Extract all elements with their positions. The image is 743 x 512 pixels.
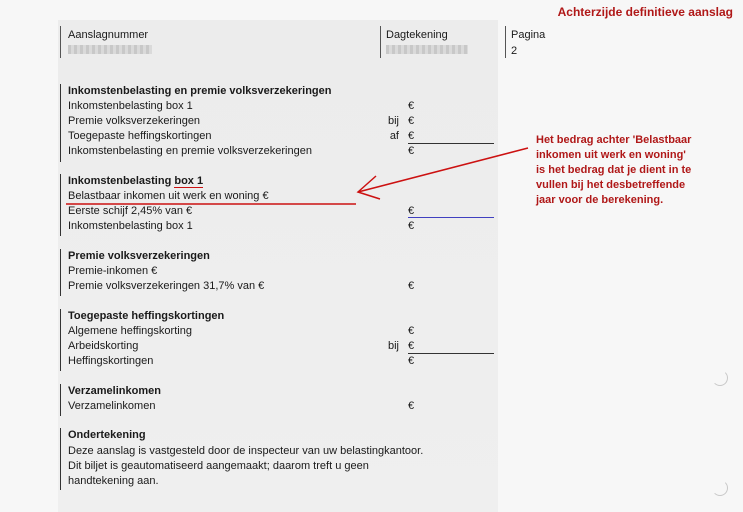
annotation-note bbox=[536, 133, 736, 208]
euro-sign: € bbox=[408, 100, 415, 112]
pagina-value: 2 bbox=[511, 45, 518, 57]
scan-mark bbox=[712, 480, 728, 496]
prefix-bij: bij bbox=[387, 115, 399, 127]
section-title: Ondertekening bbox=[68, 429, 146, 441]
dagtekening-label: Dagtekening bbox=[386, 29, 448, 41]
row-premie-vv: Premie volksverzekeringen bbox=[68, 115, 201, 127]
euro-sign: € bbox=[408, 205, 415, 217]
euro-sign: € bbox=[408, 325, 415, 337]
section-title: Inkomstenbelasting box 1 bbox=[68, 175, 204, 187]
row-heffingskortingen-total: Heffingskortingen bbox=[68, 355, 154, 367]
row-ib-box1-result: Inkomstenbelasting box 1 bbox=[68, 220, 193, 232]
annotation-line: is het bedrag dat je dient in te bbox=[536, 164, 692, 176]
box1-highlight: box 1 bbox=[174, 175, 204, 187]
annotation-line: vullen bij het desbetreffende bbox=[536, 179, 686, 191]
scan-mark bbox=[712, 370, 728, 386]
row-toegepaste-hk: Toegepaste heffingskortingen bbox=[68, 130, 212, 142]
euro-sign: € bbox=[408, 115, 415, 127]
row-arbeidskorting: Arbeidskorting bbox=[68, 340, 139, 352]
euro-sign: € bbox=[408, 280, 415, 292]
euro-sign: € bbox=[408, 340, 415, 352]
row-eerste-schijf: Eerste schijf 2,45% van € bbox=[68, 205, 193, 217]
row-belastbaar-inkomen: Belastbaar inkomen uit werk en woning € bbox=[68, 190, 269, 202]
euro-sign: € bbox=[408, 130, 415, 142]
row-ib-box1: Inkomstenbelasting box 1 bbox=[68, 100, 193, 112]
section-title: Verzamelinkomen bbox=[68, 385, 161, 397]
euro-sign: € bbox=[408, 400, 415, 412]
prefix-af: af bbox=[389, 130, 399, 142]
annotation-line: inkomen uit werk en woning' bbox=[536, 149, 686, 161]
row-premie-inkomen: Premie-inkomen € bbox=[68, 265, 158, 277]
row-premie-vv-rate: Premie volksverzekeringen 31,7% van € bbox=[68, 280, 265, 292]
euro-sign: € bbox=[408, 220, 415, 232]
row-verzamelinkomen: Verzamelinkomen bbox=[68, 400, 156, 412]
annotation-line: jaar voor de berekening. bbox=[536, 194, 664, 206]
ondertekening-line: handtekening aan. bbox=[68, 475, 159, 487]
euro-sign: € bbox=[408, 145, 415, 157]
ondertekening-line: Dit biljet is geautomatiseerd aangemaakt; daarom treft u geen bbox=[68, 460, 369, 472]
section-title: Toegepaste heffingskortingen bbox=[68, 310, 225, 322]
annotation-line: Het bedrag achter 'Belastbaar bbox=[536, 134, 692, 146]
annotation-arrow-icon bbox=[358, 148, 528, 192]
prefix-bij: bij bbox=[387, 340, 399, 352]
euro-sign: € bbox=[408, 355, 415, 367]
section-title: Inkomstenbelasting en premie volksverzekeringen bbox=[68, 85, 332, 97]
row-ib-pvv-total: Inkomstenbelasting en premie volksverzekeringen bbox=[68, 145, 312, 157]
row-algemene-hk: Algemene heffingskorting bbox=[68, 325, 192, 337]
document-side-title: Achterzijde definitieve aanslag bbox=[557, 5, 733, 19]
pagina-label: Pagina bbox=[511, 29, 546, 41]
ondertekening-line: Deze aanslag is vastgesteld door de inspecteur van uw belastingkantoor. bbox=[68, 445, 424, 457]
section-title: Premie volksverzekeringen bbox=[68, 250, 210, 262]
aanslagnummer-label: Aanslagnummer bbox=[68, 29, 149, 41]
